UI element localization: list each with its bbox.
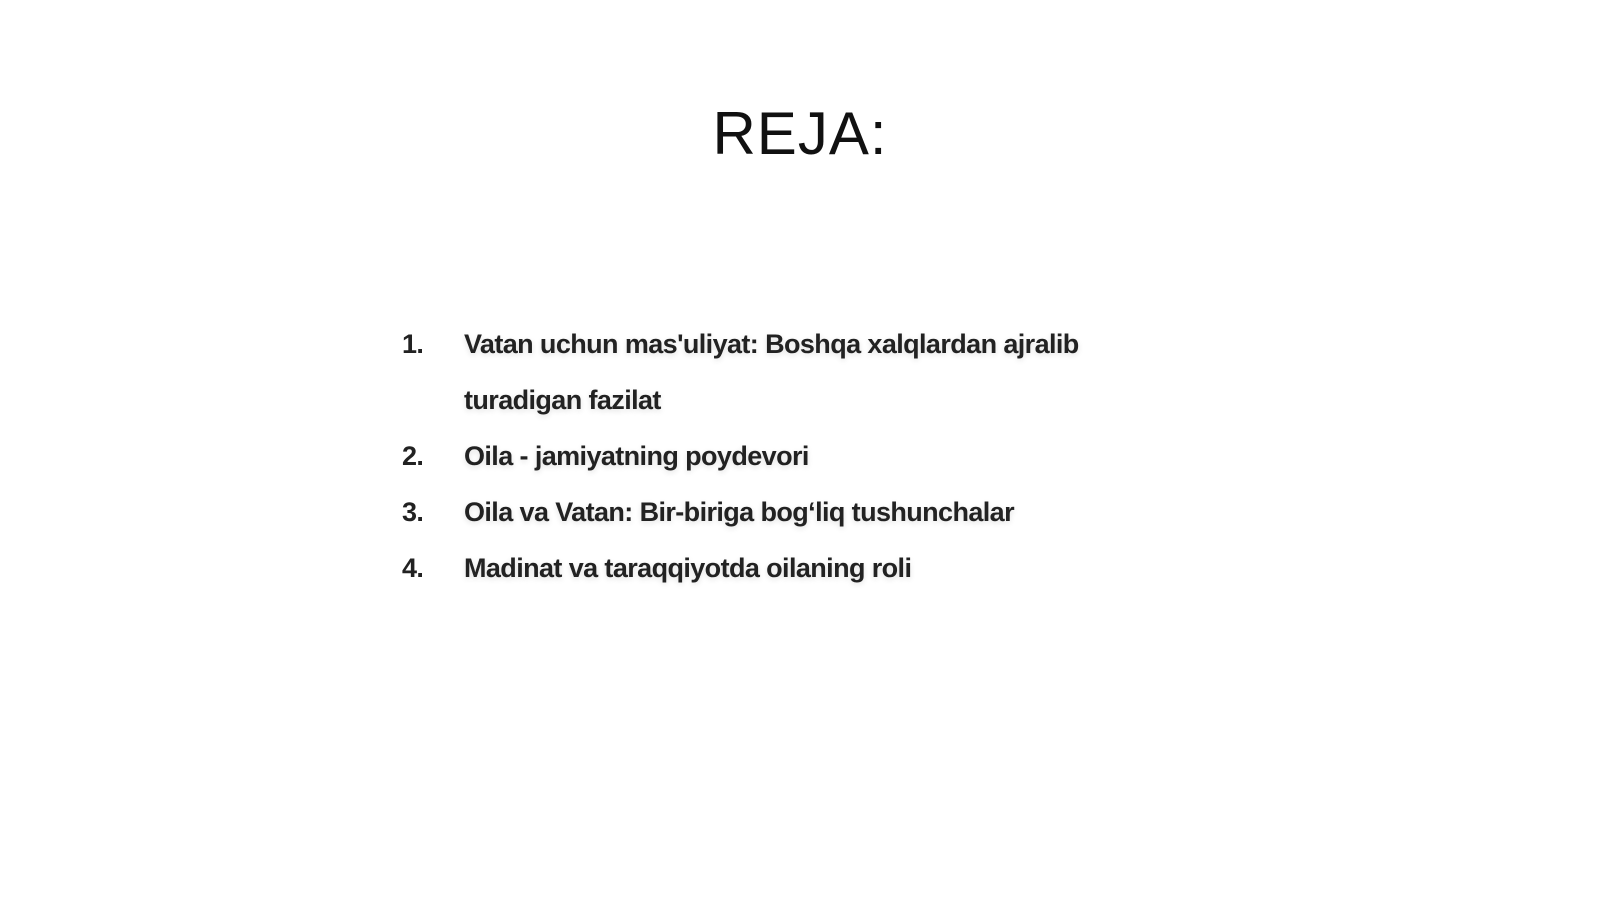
list-item-number: 2.	[402, 441, 424, 471]
list-item	[402, 540, 1102, 596]
list-item-text: Oila - jamiyatning poydevori	[464, 441, 809, 471]
list-item-number: 4.	[402, 553, 424, 583]
list-item-text: Madinat va taraqqiyotda oilaning roli	[464, 553, 912, 583]
slide-title: REJA:	[712, 100, 888, 167]
list-item	[402, 316, 1102, 428]
plan-list	[402, 316, 1102, 596]
list-item-text: Vatan uchun mas'uliyat: Boshqa xalqlardan ajralib turadigan fazilat	[464, 329, 1079, 415]
list-item	[402, 428, 1102, 484]
list-item	[402, 484, 1102, 540]
list-item-text: Oila va Vatan: Bir-biriga bog‘liq tushunchalar	[464, 497, 1014, 527]
list-item-number: 3.	[402, 497, 424, 527]
list-item-number: 1.	[402, 329, 424, 359]
